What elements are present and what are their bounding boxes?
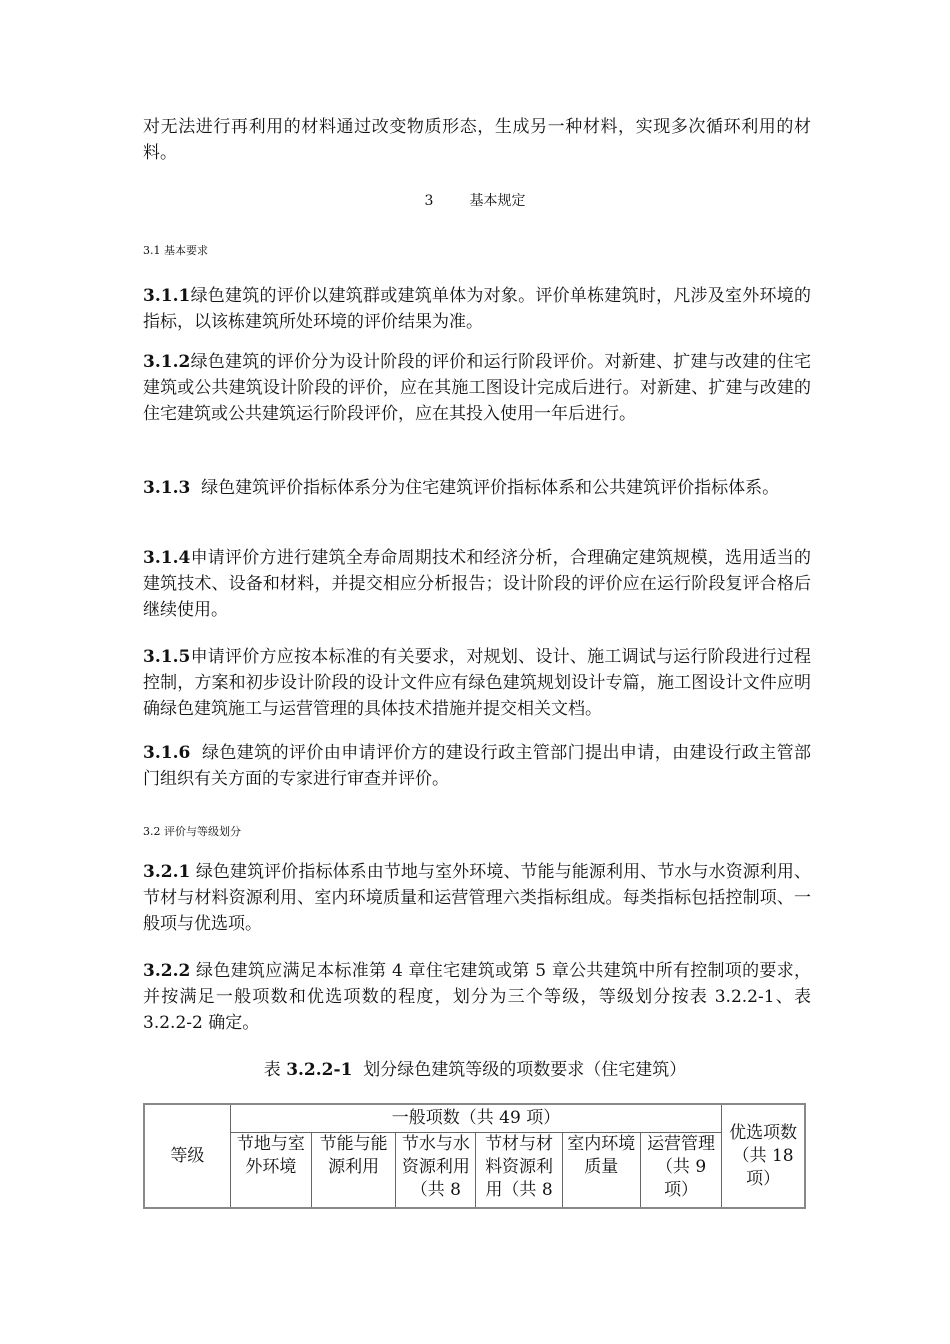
column-header-operation: [640, 1132, 721, 1208]
column-header-water: [396, 1132, 476, 1208]
clause-3-1-5: [143, 644, 811, 722]
column-header-land: [230, 1132, 311, 1208]
clause-number: 3.1.5: [143, 647, 191, 667]
clause-number: 3.1.3: [143, 478, 191, 498]
clause-text: 绿色建筑评价指标体系分为住宅建筑评价指标体系和公共建筑评价指标体系。: [190, 478, 780, 498]
caption-number: 3.2.2-1: [286, 1060, 353, 1080]
clause-text: 绿色建筑应满足本标准第 4 章住宅建筑或第 5 章公共建筑中所有控制项的要求，并按满足一般项数和优选项数的程度，划分为三个等级，等级划分按表 3.2.2-1、表 3.2.2-2 确定。: [143, 961, 817, 1033]
clause-3-2-1: [143, 859, 811, 937]
clause-text: 申请评价方进行建筑全寿命周期技术和经济分析，合理确定建筑规模，选用适当的建筑技术、设备和材料，并提交相应分析报告；设计阶段的评价应在运行阶段复评合格后继续使用。: [143, 548, 811, 620]
chapter-title: 基本规定: [469, 193, 526, 209]
column-header-text: 室内环境质量: [567, 1133, 636, 1177]
clause-text: 绿色建筑评价指标体系由节地与室外环境、节能与能源利用、节水与水资源利用、节材与材料资源利用、室内环境质量和运营管理六类指标组成。每类指标包括控制项、一般项与优选项。: [143, 862, 811, 934]
clause-text: 绿色建筑的评价以建筑群或建筑单体为对象。评价单栋建筑时，凡涉及室外环境的指标，以该栋建筑所处环境的评价结果为准。: [143, 286, 811, 332]
general-items-header-cell: 一般项数（共 49 项）: [230, 1104, 721, 1132]
optional-items-header-text: 优选项数（共 18 项）: [729, 1122, 798, 1189]
column-header-material: [476, 1132, 562, 1208]
column-header-indoor: [562, 1132, 640, 1208]
caption-text: 划分绿色建筑等级的项数要求（住宅建筑）: [352, 1060, 687, 1080]
clause-3-2-2: [143, 958, 817, 1036]
optional-items-header-cell: [722, 1104, 805, 1208]
clause-3-1-3: [143, 475, 811, 501]
clause-number: 3.1.4: [143, 548, 191, 568]
column-header-text: 运营管理（共 9 项）: [647, 1133, 716, 1200]
clause-text: 绿色建筑的评价分为设计阶段的评价和运行阶段评价。对新建、扩建与改建的住宅建筑或公共建筑设计阶段的评价，应在其施工图设计完成后进行。对新建、扩建与改建的住宅建筑或公共建筑运行阶段评价，应在其投入使用一年后进行。: [143, 352, 811, 424]
clause-number: 3.1.6: [143, 743, 191, 763]
clause-3-1-6: [143, 740, 811, 792]
clause-text: 申请评价方应按本标准的有关要求，对规划、设计、施工调试与运行阶段进行过程控制，方案和初步设计阶段的设计文件应有绿色建筑规划设计专篇，施工图设计文件应明确绿色建筑施工与运营管理的具体技术措施并提交相关文档。: [143, 647, 811, 719]
section-heading-3-1: 3.1 基本要求: [143, 244, 208, 257]
clause-3-1-2: [143, 349, 811, 427]
table-caption: [0, 1055, 950, 1080]
column-header-text: 节水与水资源利用（共 8: [401, 1133, 470, 1200]
clause-number: 3.1.2: [143, 352, 191, 372]
clause-3-1-1: [143, 283, 811, 335]
clause-text: 绿色建筑的评价由申请评价方的建设行政主管部门提出申请，由建设行政主管部门组织有关方面的专家进行审查并评价。: [143, 743, 811, 789]
clause-number: 3.1.1: [143, 286, 191, 306]
column-header-text: 节地与室外环境: [236, 1133, 305, 1177]
column-header-text: 节材与材料资源利用（共 8: [485, 1133, 554, 1200]
clause-number: 3.2.1: [143, 862, 191, 882]
chapter-number: 3: [424, 193, 434, 209]
grade-header-cell: 等级: [144, 1104, 230, 1208]
chapter-heading: [0, 190, 950, 210]
clause-number: 3.2.2: [143, 961, 191, 981]
grade-requirements-table: [143, 1103, 806, 1209]
column-header-energy: [311, 1132, 395, 1208]
clause-3-1-4: [143, 545, 811, 623]
column-header-text: 节能与能源利用: [319, 1133, 388, 1177]
intro-paragraph: 对无法进行再利用的材料通过改变物质形态，生成另一种材料，实现多次循环利用的材料。: [143, 117, 811, 163]
caption-prefix: 表: [263, 1060, 287, 1080]
section-heading-3-2: 3.2 评价与等级划分: [143, 825, 241, 838]
